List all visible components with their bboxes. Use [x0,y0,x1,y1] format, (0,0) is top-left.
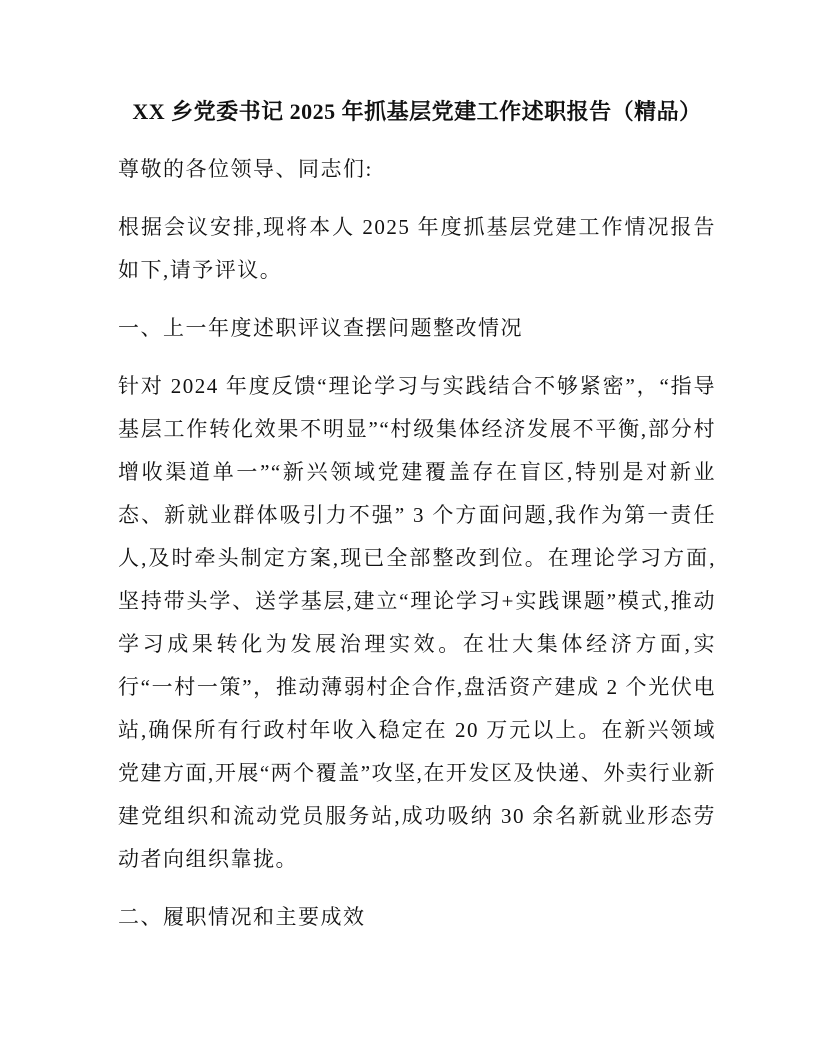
document-title: XX 乡党委书记 2025 年抓基层党建工作述职报告（精品） [132,99,702,124]
section-1-heading: 一、上一年度述职评议查摆问题整改情况 [118,316,523,340]
section-1-body-paragraph: 针对 2024 年度反馈“理论学习与实践结合不够紧密”，“指导基层工作转化效果不明显”“村级集体经济发展不平衡,部分村增收渠道单一”“新兴领域党建覆盖存在盲区,特别是对新业态、新就业群体吸引力不强” 3 个方面问题,我作为第一责任人,及时牵头制定方案,现已全部整改到位。在理论学习方面,坚持带头学、送学基层,建立“理论学习+实践课题”模式,推动学习成果转化为发展治理实效。在壮大集体经济方面,实行“一村一策”，推动薄弱村企合作,盘活资产建成 2 个光伏电站,确保所有行政村年收入稳定在 20 万元以上。在新兴领域党建方面,开展“两个覆盖”攻坚,在开发区及快递、外卖行业新建党组织和流动党员服务站,成功吸纳 30 余名新就业形态劳动者向组织靠拢。 [118,374,716,871]
intro-paragraph: 根据会议安排,现将本人 2025 年度抓基层党建工作情况报告如下,请予评议。 [118,215,716,282]
salutation-line: 尊敬的各位领导、同志们: [118,157,373,181]
section-2-heading: 二、履职情况和主要成效 [118,905,366,929]
